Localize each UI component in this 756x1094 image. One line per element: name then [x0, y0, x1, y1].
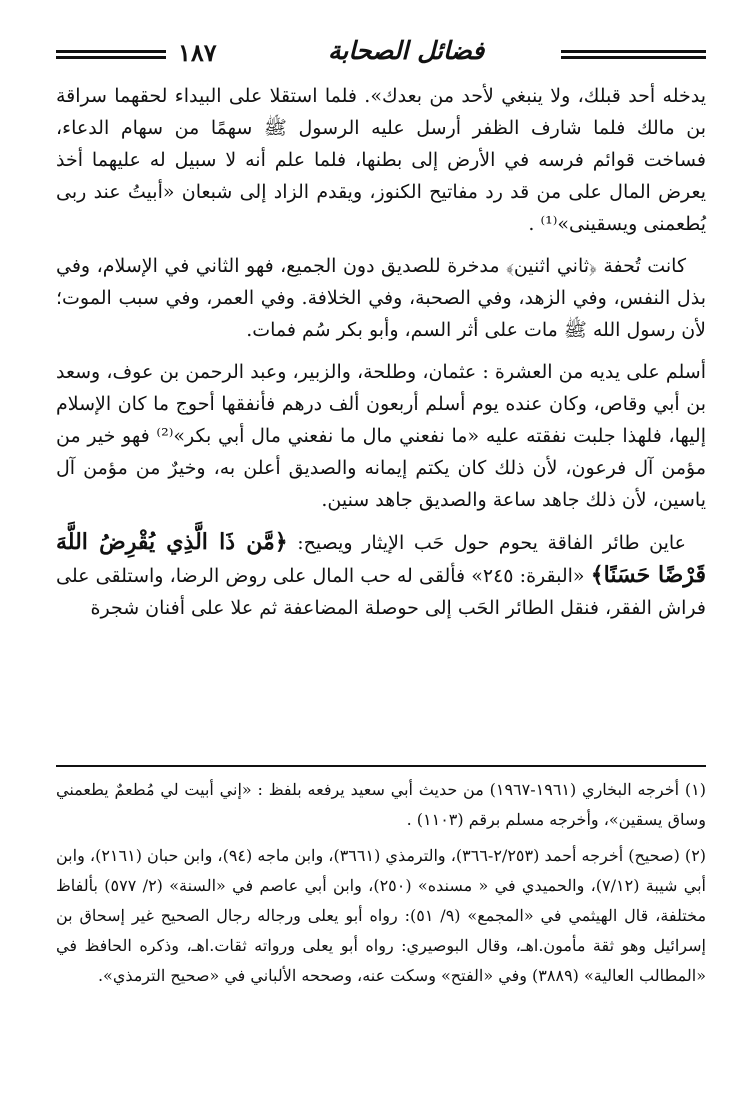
paragraph-3: أسلم على يديه من العشرة : عثمان، وطلحة، والزبير، وعبد الرحمن بن عوف، وسعد بن أبي وقاص، وكان عنده يوم أسلم أربعون ألف درهم فأنفقها أحوج ما كان الإسلام إليها، فلهذا جلبت نفقته عليه «ما نفعني مال ما نفعني مال أبي بكر»⁽²⁾ فهو خير من مؤمن آل فرعون، لأن ذلك كان يكتم إيمانه والصديق أعلن به، وخيرٌ من مؤمن آل ياسين، لأن ذلك جاهد ساعة والصديق جاهد سنين. — [56, 361, 706, 511]
paragraph-4 — [56, 526, 706, 624]
quran-verse: ﴿مَّن ذَا الَّذِي يُقْرِضُ اللَّهَ قَرْضًا حَسَنًا﴾ — [56, 529, 706, 588]
main-text — [56, 80, 706, 634]
footnote-divider — [56, 765, 706, 767]
paragraph-1: يدخله أحد قبلك، ولا ينبغي لأحد من بعدك». فلما استقلا على البيداء لحقهما سراقة بن مالك فلما شارف الظفر أرسل عليه الرسول ﷺ سهمًا من سهام الدعاء، فساخت قوائم فرسه في الأرض إلى بطنها، فلما علم أنه لا سبيل له عليهما أخذ يعرض المال على من قد رد مفاتيح الكنوز، ويقدم الزاد إلى شبعان «أبيتُ عند ربى يُطعمنى ويسقينى»⁽¹⁾ . — [56, 85, 706, 235]
paragraph-2: كانت تُحفة ﴿ثاني اثنين﴾ مدخرة للصديق دون الجميع، فهو الثاني في الإسلام، وفي بذل النفس، وفي الزهد، وفي الصحبة، وفي الخلافة. وفي العمر، وفي سبب الموت؛ لأن رسول الله ﷺ مات على أثر السم، وأبو بكر سُم فمات. — [56, 255, 706, 341]
paragraph-4-text-before: عاين طائر الفاقة يحوم حول حَب الإيثار ويصيح: — [287, 532, 686, 554]
footnote-1: (١) أخرجه البخاري (١٩٦١-١٩٦٧) من حديث أبي سعيد يرفعه بلفظ : «إني أبيت لي مُطعمٌ يطعمني وساق يسقين»، وأخرجه مسلم برقم (١١٠٣) . — [56, 780, 706, 829]
header-rule-left — [56, 50, 166, 59]
paragraph-4-text-after: «البقرة: ٢٤٥» فألقى له حب المال على روض الرضا، واستلقى على فراش الفقر، فنقل الطائر الحَب إلى حوصلة المضاعفة ثم علا على أفنان شجرة — [56, 565, 706, 619]
footnotes — [56, 775, 706, 997]
book-title: فضائل الصحابة — [328, 36, 485, 65]
page-number: ١٨٧ — [178, 38, 217, 67]
page-header — [56, 36, 706, 76]
footnote-2: (٢) (صحيح) أخرجه أحمد (٢/٢٥٣-٣٦٦)، والترمذي (٣٦٦١)، وابن ماجه (٩٤)، وابن حبان (٢١٦١)، وابن أبي شيبة (٧/١٢)، والحميدي في « مسنده» (٢٥٠)، وابن أبي عاصم في «السنة» (٢/ ٥٧٧) بألفاظ مختلفة، قال الهيثمي في «المجمع» (٩/ ٥١): رواه أبو يعلى ورجاله رجال الصحيح غير إسحاق بن إسرائيل وهو ثقة مأمون.اهـ، وقال البوصيري: رواه أبو يعلى ورواته ثقات.اهـ، وذكره الحافظ في «المطالب العالية» (٣٨٨٩) وفي «الفتح» وسكت عنه، وصححه الألباني في «صحيح الترمذي». — [56, 846, 707, 985]
header-rule-right — [561, 50, 706, 59]
